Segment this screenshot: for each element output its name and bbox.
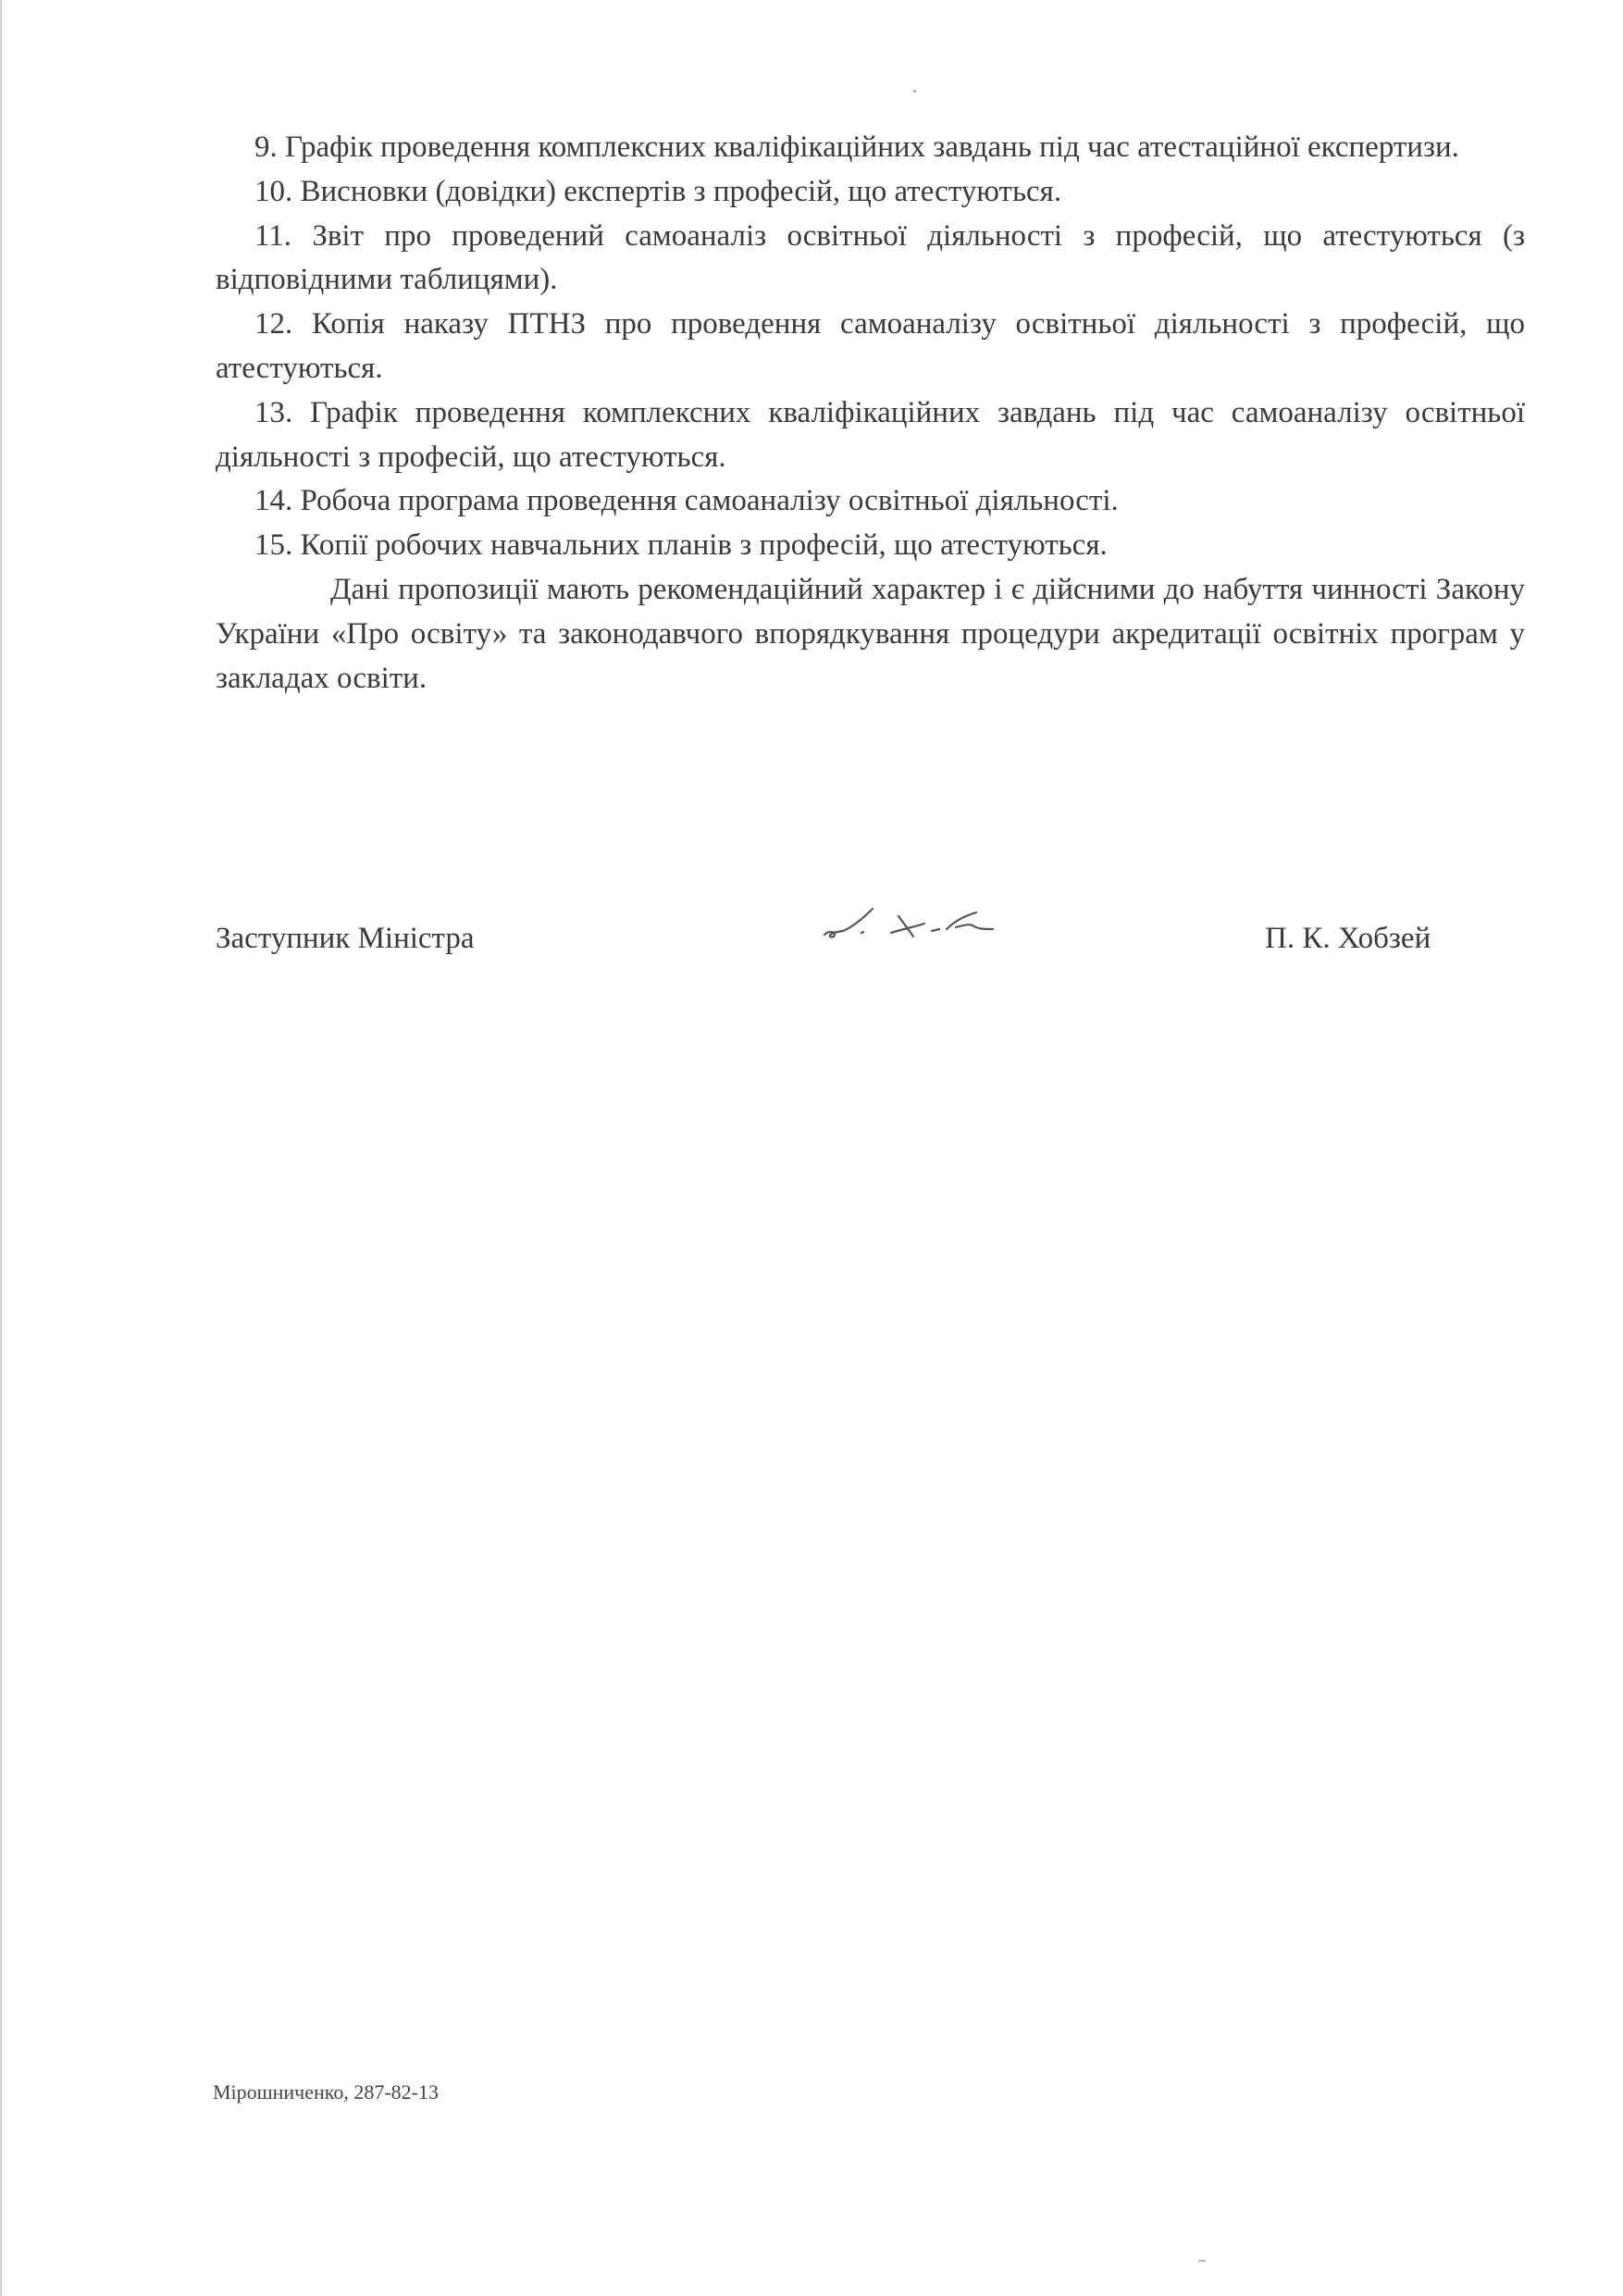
executor-note: Мірошниченко, 287-82-13 [213, 2080, 439, 2104]
item-text: Копія наказу ПТНЗ про проведення самоаналізу освітньої діяльності з професій, що атестуються. [216, 307, 1526, 385]
item-number: 9. [254, 130, 278, 164]
closing-paragraph: Дані пропозиції мають рекомендаційний характер і є дійсними до набуття чинності Закону України «Про освіту» та законодавчого впорядкування процедури акредитації освітніх програм у закладах освіти. [216, 572, 1525, 695]
item-text: Графік проведення комплексних кваліфікаційних завдань під час самоаналізу освітньої діяльності з професій, що атестуються. [216, 395, 1526, 474]
document-body [216, 126, 1525, 701]
signer-title: Заступник Міністра [216, 922, 475, 955]
item-number: 14. [254, 484, 293, 518]
item-text: Висновки (довідки) експертів з професій, що атестуються. [300, 174, 1062, 208]
item-text: Звіт про проведений самоаналіз освітньої діяльності з професій, що атестуються (з відповідними таблицями). [216, 218, 1526, 297]
scan-speck [913, 90, 916, 93]
handwritten-signature-icon [817, 896, 1002, 942]
item-text: Копії робочих навчальних планів з професій, що атестуються. [300, 528, 1108, 563]
item-number: 15. [254, 528, 293, 563]
list-item-11 [216, 215, 1525, 304]
scan-speck [1198, 2260, 1206, 2262]
item-number: 11. [254, 218, 292, 253]
list-item-9 [216, 126, 1525, 170]
list-item-10 [216, 170, 1525, 215]
page-edge [0, 0, 2, 2296]
item-number: 13. [254, 395, 293, 429]
item-text: Графік проведення комплексних кваліфікаційних завдань під час атестаційної експертизи. [285, 130, 1459, 164]
list-item-14 [216, 479, 1525, 524]
signer-name: П. К. Хобзей [1265, 922, 1431, 955]
signature-block [216, 916, 1525, 961]
list-item-13 [216, 391, 1525, 480]
item-number: 10. [254, 174, 293, 208]
list-item-15 [216, 524, 1525, 568]
list-item-12 [216, 303, 1525, 391]
item-number: 12. [254, 307, 293, 341]
item-text: Робоча програма проведення самоаналізу освітньої діяльності. [300, 484, 1119, 518]
